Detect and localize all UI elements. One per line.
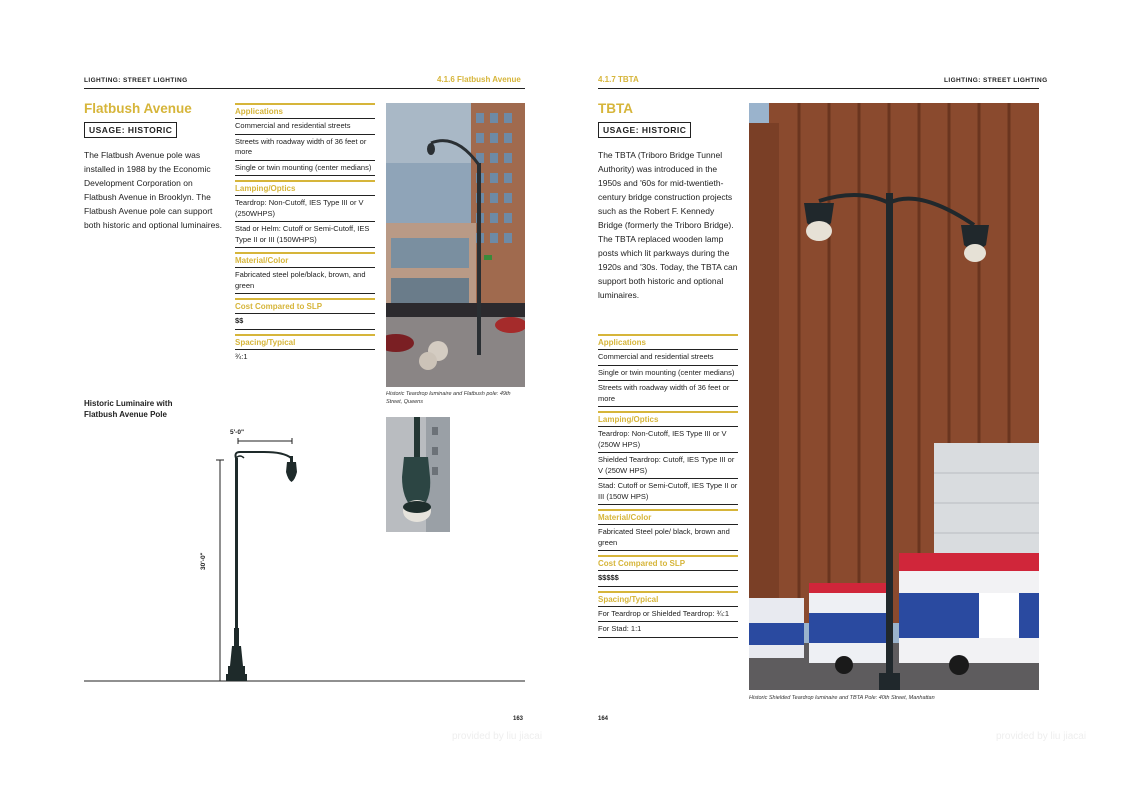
photo-caption-right: Historic Shielded Teardrop luminaire and TBTA Pole: 40th Street, Manhattan (749, 695, 935, 701)
spec-row: Single or twin mounting (center medians) (598, 366, 738, 382)
photo-caption-left: Historic Teardrop luminaire and Flatbush pole: 49th Street, Queens (386, 391, 511, 405)
spec-row: Commercial and residential streets (235, 119, 375, 135)
spec-row: Streets with roadway width of 36 feet or more (235, 135, 375, 161)
spec-row: Single or twin mounting (center medians) (235, 161, 375, 177)
spec-table-left (235, 103, 375, 364)
tbta-pole (886, 193, 893, 683)
spec-table-right (598, 334, 738, 638)
spec-heading-material: Material/Color (235, 252, 375, 268)
shielded-teardrop-luminaire (806, 221, 832, 241)
watermark-right: provided by liu jiacai (996, 731, 1087, 742)
usage-badge-right: USAGE: HISTORIC (598, 122, 691, 138)
running-head-right: LIGHTING: STREET LIGHTING (944, 77, 1048, 84)
spec-heading-spacing: Spacing/Typical (235, 334, 375, 350)
pole-base (226, 674, 247, 681)
spec-row-spacing: For Stad: 1:1 (598, 622, 738, 638)
description-left: The Flatbush Avenue pole was installed in 1988 by the Economic Development Corporation on Flatbush Avenue in Brooklyn. The Flatbush Avenue pole can support both historic and optional luminaires. (84, 150, 222, 230)
spec-row: Commercial and residential streets (598, 350, 738, 366)
spec-row-spacing: ¾:1 (235, 351, 248, 361)
spec-row: Fabricated steel pole/black, brown, and green (235, 268, 375, 294)
spec-row-cost: $$ (235, 314, 375, 330)
spec-row: Fabricated Steel pole/ black, brown and green (598, 525, 738, 551)
spec-heading-cost: Cost Compared to SLP (235, 298, 375, 314)
page-number-right: 164 (598, 716, 609, 722)
pole-elevation-diagram (84, 428, 526, 684)
spec-row: Teardrop: Non-Cutoff, IES Type III or V (250W HPS) (598, 427, 738, 453)
photo-tbta-street (749, 103, 1039, 690)
page-title-right: TBTA (598, 101, 633, 116)
spec-row: Shielded Teardrop: Cutoff, IES Type III or V (250W HPS) (598, 453, 738, 479)
spec-row: Stad: Cutoff or Semi-Cutoff, IES Type II or III (150W HPS) (598, 479, 738, 505)
header-rule-right (598, 88, 1039, 89)
spec-heading-cost: Cost Compared to SLP (598, 555, 738, 571)
spec-row: Stad or Helm: Cutoff or Semi-Cutoff, IES Type II or III (150WHPS) (235, 222, 375, 248)
spec-heading-spacing: Spacing/Typical (598, 591, 738, 607)
pole-shaft (235, 458, 238, 653)
running-head-left: LIGHTING: STREET LIGHTING (84, 77, 188, 84)
diagram-label: Historic Luminaire with Flatbush Avenue Pole (84, 399, 173, 419)
dimension-width-label: 5'-0" (230, 429, 245, 436)
spec-row: Teardrop: Non-Cutoff, IES Type III or V (250WHPS) (235, 196, 375, 222)
teardrop-luminaire (286, 462, 297, 482)
spec-heading-lamping: Lamping/Optics (235, 180, 375, 196)
street-scene-illustration (386, 103, 525, 387)
page-number-left: 163 (513, 716, 524, 722)
section-number-right: 4.1.7 TBTA (598, 75, 639, 84)
shielded-teardrop-luminaire (964, 244, 986, 262)
spec-heading-applications: Applications (598, 334, 738, 350)
spec-heading-applications: Applications (235, 103, 375, 119)
spec-row-cost: $$$$$ (598, 571, 738, 587)
spec-heading-material: Material/Color (598, 509, 738, 525)
photo-flatbush-street (386, 103, 525, 387)
description-right: The TBTA (Triboro Bridge Tunnel Authority) was introduced in the 1950s and '60s for mid-twentieth-century bridge construction projects such as the Robert F. Kennedy Bridge (formerly the Triboro Bridge). The TBTA replaced wooden lamp posts which lit parkways during the 1920s and '30s. Today, the TBTA can support both historic and optional luminaires. (598, 150, 738, 300)
spec-row: Streets with roadway width of 36 feet or more (598, 381, 738, 407)
section-number-left: 4.1.6 Flatbush Avenue (437, 75, 521, 84)
spec-row-spacing: For Teardrop or Shielded Teardrop: ¾:1 (598, 607, 738, 623)
page-title-left: Flatbush Avenue (84, 101, 192, 116)
dimension-height-label: 30'-0" (200, 552, 207, 570)
watermark-left: provided by liu jiacai (452, 731, 543, 742)
usage-badge-left: USAGE: HISTORIC (84, 122, 177, 138)
spec-heading-lamping: Lamping/Optics (598, 411, 738, 427)
header-rule-left (84, 88, 525, 89)
tbta-scene-illustration (749, 103, 1039, 690)
